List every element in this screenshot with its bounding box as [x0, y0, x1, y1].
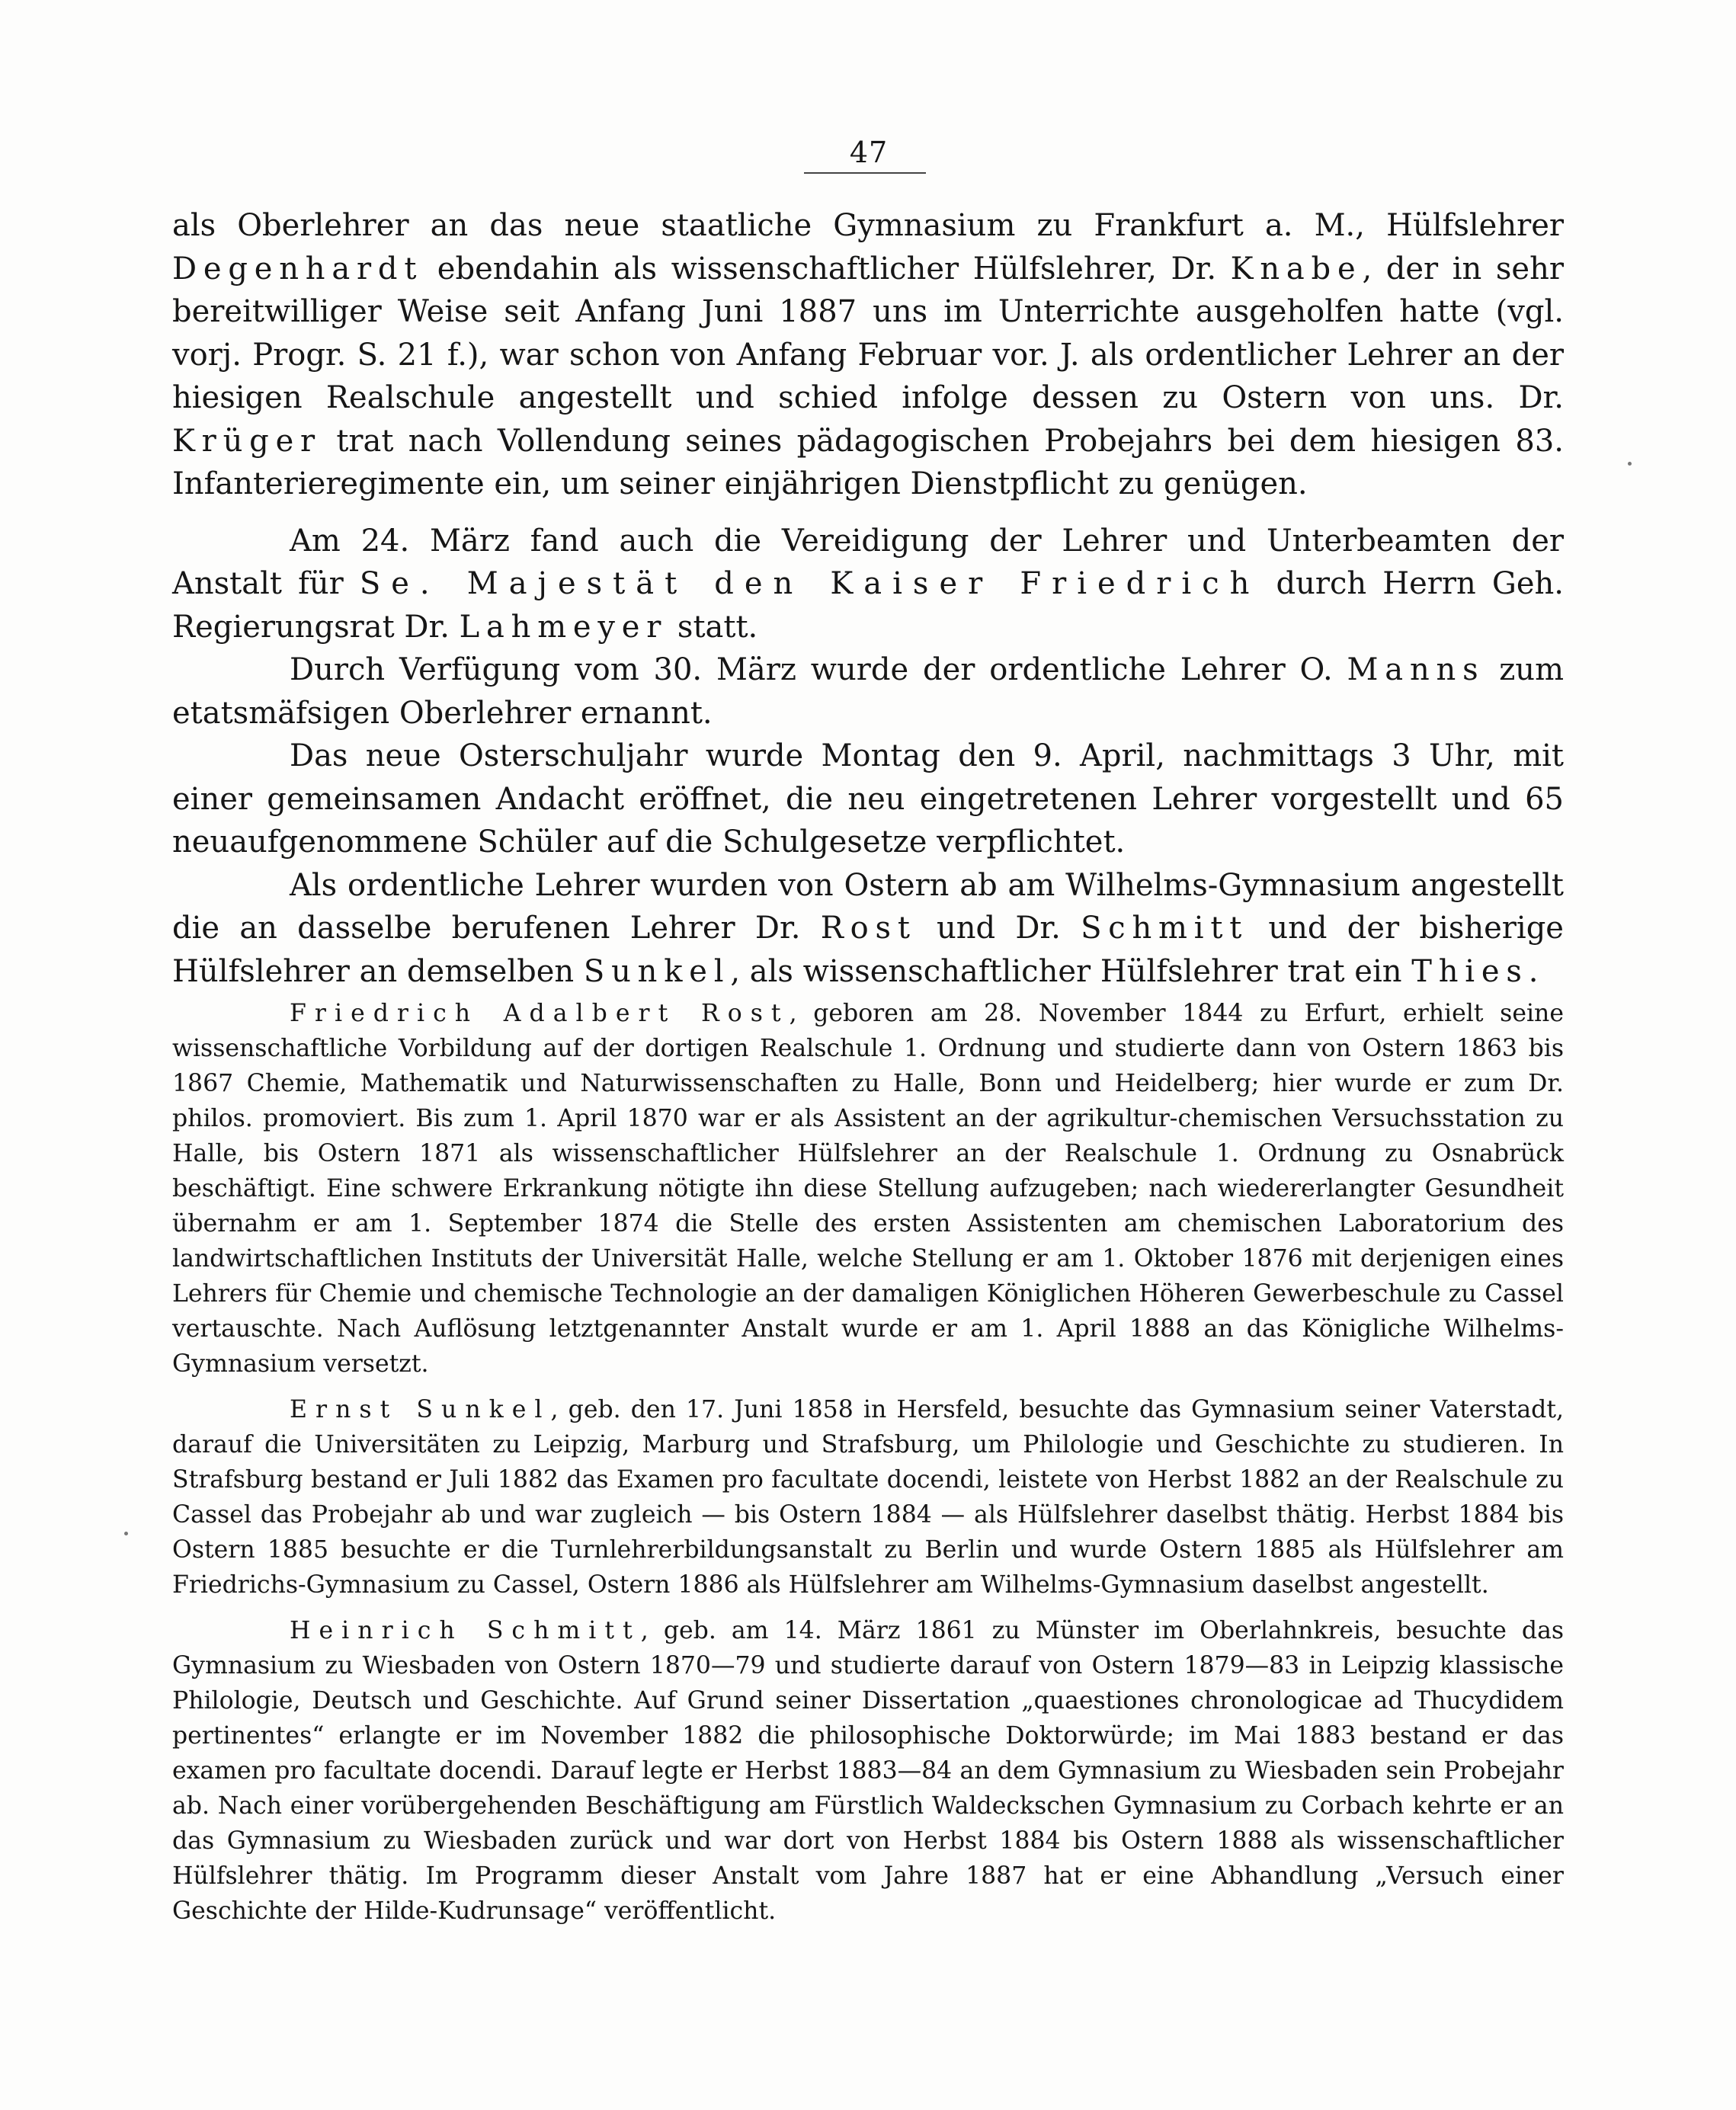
- page-body: [172, 204, 1564, 1929]
- biography-sunkel: [172, 1392, 1564, 1603]
- person-name: Manns: [1347, 652, 1485, 687]
- person-name: Knabe: [1230, 251, 1363, 287]
- text-run: ebendahin als wissenschaftlicher Hülfslehrer, Dr.: [423, 251, 1231, 287]
- text-run: statt.: [668, 609, 758, 645]
- person-name: Krüger: [172, 423, 322, 459]
- scan-speck: [124, 1532, 128, 1535]
- biography-schmitt: [172, 1613, 1564, 1929]
- text-run: Als ordentliche Lehrer wurden von Ostern ab am Wilhelms-Gymnasium angestellt die an dasselbe berufenen Lehrer Dr.: [172, 867, 1564, 946]
- text-run: , als wissenschaftlicher Hülfslehrer trat ein: [730, 953, 1412, 989]
- person-name: Lahmeyer: [459, 609, 668, 645]
- biography-text: , geb. am 14. März 1861 zu Münster im Oberlahnkreis, besuchte das Gymnasium zu Wiesbaden von Ostern 1870—79 und studierte darauf von Ostern 1879—83 in Leipzig klassische Philologie, Deutsch und Geschichte. Auf Grund seiner Dissertation „quaestiones chronologicae ad Thucydidem pertinentes“ erlangte er im November 1882 die philosophische Doktorwürde; im Mai 1883 bestand er das examen pro facultate docendi. Darauf legte er Herbst 1883—84 an dem Gymnasium zu Wiesbaden sein Probejahr ab. Nach einer vorübergehenden Beschäftigung am Fürstlich Waldeckschen Gymnasium zu Corbach kehrte er an das Gymnasium zu Wiesbaden zurück und war dort von Herbst 1884 bis Ostern 1888 als wissenschaftlicher Hülfslehrer thätig. Im Programm dieser Anstalt vom Jahre 1887 hat er eine Abhandlung „Versuch einer Geschichte der Hilde-Kudrunsage“ veröffentlicht.: [172, 1617, 1565, 1925]
- text-run: , der in sehr bereitwilliger Weise seit Anfang Juni 1887 uns im Unterrichte ausgeholfen hatte (vgl. vorj. Progr. S. 21 f.), war schon von Anfang Februar vor. J. als ordentlicher Lehrer an der hiesigen Realschule angestellt und schied infolge dessen zu Ostern von uns. Dr.: [172, 251, 1564, 415]
- person-name: Schmitt: [1081, 911, 1249, 946]
- biography-text: , geboren am 28. November 1844 zu Erfurt, erhielt seine wissenschaftliche Vorbildung auf der dortigen Realschule 1. Ordnung und studierte dann von Ostern 1863 bis 1867 Chemie, Mathematik und Naturwissenschaften zu Halle, Bonn und Heidelberg; hier wurde er zum Dr. philos. promoviert. Bis zum 1. April 1870 war er als Assistent an der agrikultur-chemischen Versuchsstation zu Halle, bis Ostern 1871 als wissenschaftlicher Hülfslehrer an der Realschule 1. Ordnung zu Osnabrück beschäftigt. Eine schwere Erkrankung nötigte ihn diese Stellung aufzugeben; nach wiedererlangter Gesundheit übernahm er am 1. September 1874 die Stelle des ersten Assistenten am chemischen Laboratorium des landwirtschaftlichen Instituts der Universität Halle, welche Stellung er am 1. Oktober 1876 mit derjenigen eines Lehrers für Chemie und chemische Technologie an der damaligen Königlichen Höheren Gewerbeschule zu Cassel vertauschte. Nach Auflösung letztgenannter Anstalt wurde er am 1. April 1888 an das Königliche Wilhelms-Gymnasium versetzt.: [172, 1000, 1564, 1378]
- emphasized-title: Se. Majestät den Kaiser Friedrich: [359, 566, 1260, 601]
- paragraph-oath: [172, 520, 1564, 649]
- text-run: Durch Verfügung vom 30. März wurde der ordentliche Lehrer O.: [290, 652, 1347, 687]
- text-run: durch Herrn Geh. Regierungsrat Dr.: [172, 566, 1564, 645]
- text-run: Das neue Osterschuljahr wurde Montag den 9. April, nachmittags 3 Uhr, mit einer gemeinsamen Andacht eröffnet, die neu eingetretenen Lehrer vorgestellt und 65 neuaufgenommene Schüler auf die Schulgesetze verpflichtet.: [172, 738, 1564, 860]
- person-name: Degenhardt: [172, 251, 424, 287]
- paragraph-school-year: [172, 735, 1564, 864]
- biography-name: Heinrich Schmitt: [290, 1617, 641, 1644]
- paragraph-appointment: [172, 648, 1564, 735]
- biography-text: , geb. den 17. Juni 1858 in Hersfeld, besuchte das Gymnasium seiner Vaterstadt, darauf die Universitäten zu Leipzig, Marburg und Strafsburg, um Philologie und Geschichte zu studieren. In Strafsburg bestand er Juli 1882 das Examen pro facultate docendi, leistete von Herbst 1882 an der Realschule zu Cassel das Probejahr ab und war zugleich — bis Ostern 1884 — als Hülfslehrer daselbst thätig. Herbst 1884 bis Ostern 1885 besuchte er die Turnlehrerbildungsanstalt zu Berlin und wurde Ostern 1885 als Hülfslehrer am Friedrichs-Gymnasium zu Cassel, Ostern 1886 als Hülfslehrer am Wilhelms-Gymnasium daselbst angestellt.: [172, 1396, 1564, 1599]
- person-name: Rost: [820, 911, 917, 946]
- paragraph-teacher-changes: [172, 204, 1564, 506]
- text-run: als Oberlehrer an das neue staatliche Gymnasium zu Frankfurt a. M., Hülfslehrer: [172, 208, 1564, 243]
- text-run: Am 24. März fand auch die Vereidigung der Lehrer und Unterbeamten der Anstalt für: [172, 523, 1564, 601]
- biography-name: Friedrich Adalbert Rost: [290, 1000, 790, 1027]
- person-name: Sunkel: [583, 953, 731, 989]
- page-number: 47: [849, 136, 889, 169]
- page-number-rule: [804, 172, 926, 174]
- scan-speck: [1628, 462, 1632, 466]
- text-run: trat nach Vollendung seines pädagogischen Probejahrs bei dem hiesigen 83. Infanterieregimente ein, um seiner einjährigen Dienstpflicht zu genügen.: [172, 423, 1564, 501]
- text-run: zum etatsmäfsigen Oberlehrer ernannt.: [172, 652, 1565, 731]
- biography-rost: [172, 996, 1564, 1382]
- biography-name: Ernst Sunkel: [290, 1396, 551, 1423]
- text-run: und der bisherige Hülfslehrer an demselben: [172, 911, 1564, 989]
- text-run: .: [1528, 953, 1539, 989]
- text-run: und Dr.: [916, 911, 1081, 946]
- person-name: Thies: [1411, 953, 1529, 989]
- paragraph-new-teachers: [172, 864, 1564, 994]
